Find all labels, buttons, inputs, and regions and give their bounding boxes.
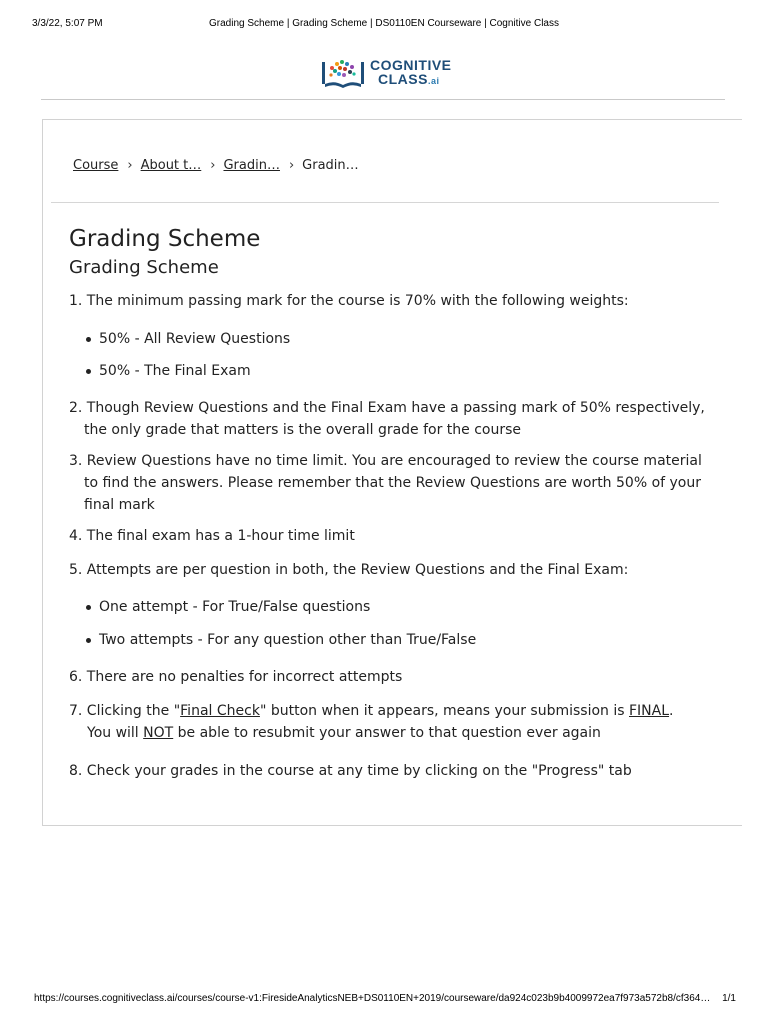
attempt-item: One attempt - For True/False questions [69,596,719,618]
print-page-number: 1/1 [722,993,736,1004]
header-divider [41,99,725,100]
rule-item-2: 2. Though Review Questions and the Final Exam have a passing mark of 50% respectively, the only grade that matters is the overall grade for the course [69,400,705,438]
print-date: 3/3/22, 5:07 PM [32,18,103,29]
final-check-link[interactable]: Final Check [180,703,260,719]
final-emphasis: FINAL [629,703,670,719]
chevron-right-icon: › [127,157,133,173]
attempts-list [69,596,719,651]
rule-item-8: 8. Check your grades in the course at any time by clicking on the "Progress" tab [69,763,632,779]
breadcrumb-divider [51,202,719,203]
rule-item-3: 3. Review Questions have no time limit. You are encouraged to review the course material to find the answers. Please remember that the Review Questions are worth 50% of your final mark [69,453,702,513]
open-book-icon [320,56,366,90]
print-page-title: Grading Scheme | Grading Scheme | DS0110EN Courseware | Cognitive Class [209,18,559,29]
breadcrumb-about[interactable]: About t… [140,157,202,173]
rule-item-6: 6. There are no penalties for incorrect attempts [69,669,403,685]
logo-class: CLASS [378,71,428,87]
chevron-right-icon: › [288,157,295,173]
logo-wordmark [370,58,452,88]
unit-content [69,222,719,782]
logo-line1: COGNITIVE [370,57,452,73]
rule-item-4: 4. The final exam has a 1-hour time limit [69,528,355,544]
chevron-right-icon: › [210,157,216,173]
rule-item-7: 7. Clicking the "Final Check" button when it appears, means your submission is FINAL. You will NOT be able to resubmit your answer to that question ever again [69,703,674,741]
breadcrumb-grading-section[interactable]: Gradin… [223,157,280,173]
not-emphasis: NOT [143,725,174,741]
print-header [32,18,736,32]
breadcrumb [73,155,359,175]
breadcrumb-current: Gradin… [302,157,359,173]
weights-list [69,328,719,382]
rule-item-5: 5. Attempts are per question in both, the Review Questions and the Final Exam: [69,562,629,578]
rule-item-1: 1. The minimum passing mark for the course is 70% with the following weights: [69,293,629,309]
page-title: Grading Scheme [69,226,261,252]
attempt-item: Two attempts - For any question other than True/False [69,629,719,651]
page-subtitle: Grading Scheme [69,257,219,278]
breadcrumb-course[interactable]: Course [73,157,119,173]
logo-line2 [370,72,452,88]
weight-item: 50% - The Final Exam [69,360,719,382]
weight-item: 50% - All Review Questions [69,328,719,350]
print-footer [34,993,736,1007]
cognitive-class-logo[interactable] [320,56,450,90]
print-url: https://courses.cognitiveclass.ai/courses/course-v1:FiresideAnalyticsNEB+DS0110EN+2019/courseware/da924c023b9b4009972ea7f973a572b8/cf364… [34,993,711,1004]
logo-suffix: .ai [427,76,440,86]
